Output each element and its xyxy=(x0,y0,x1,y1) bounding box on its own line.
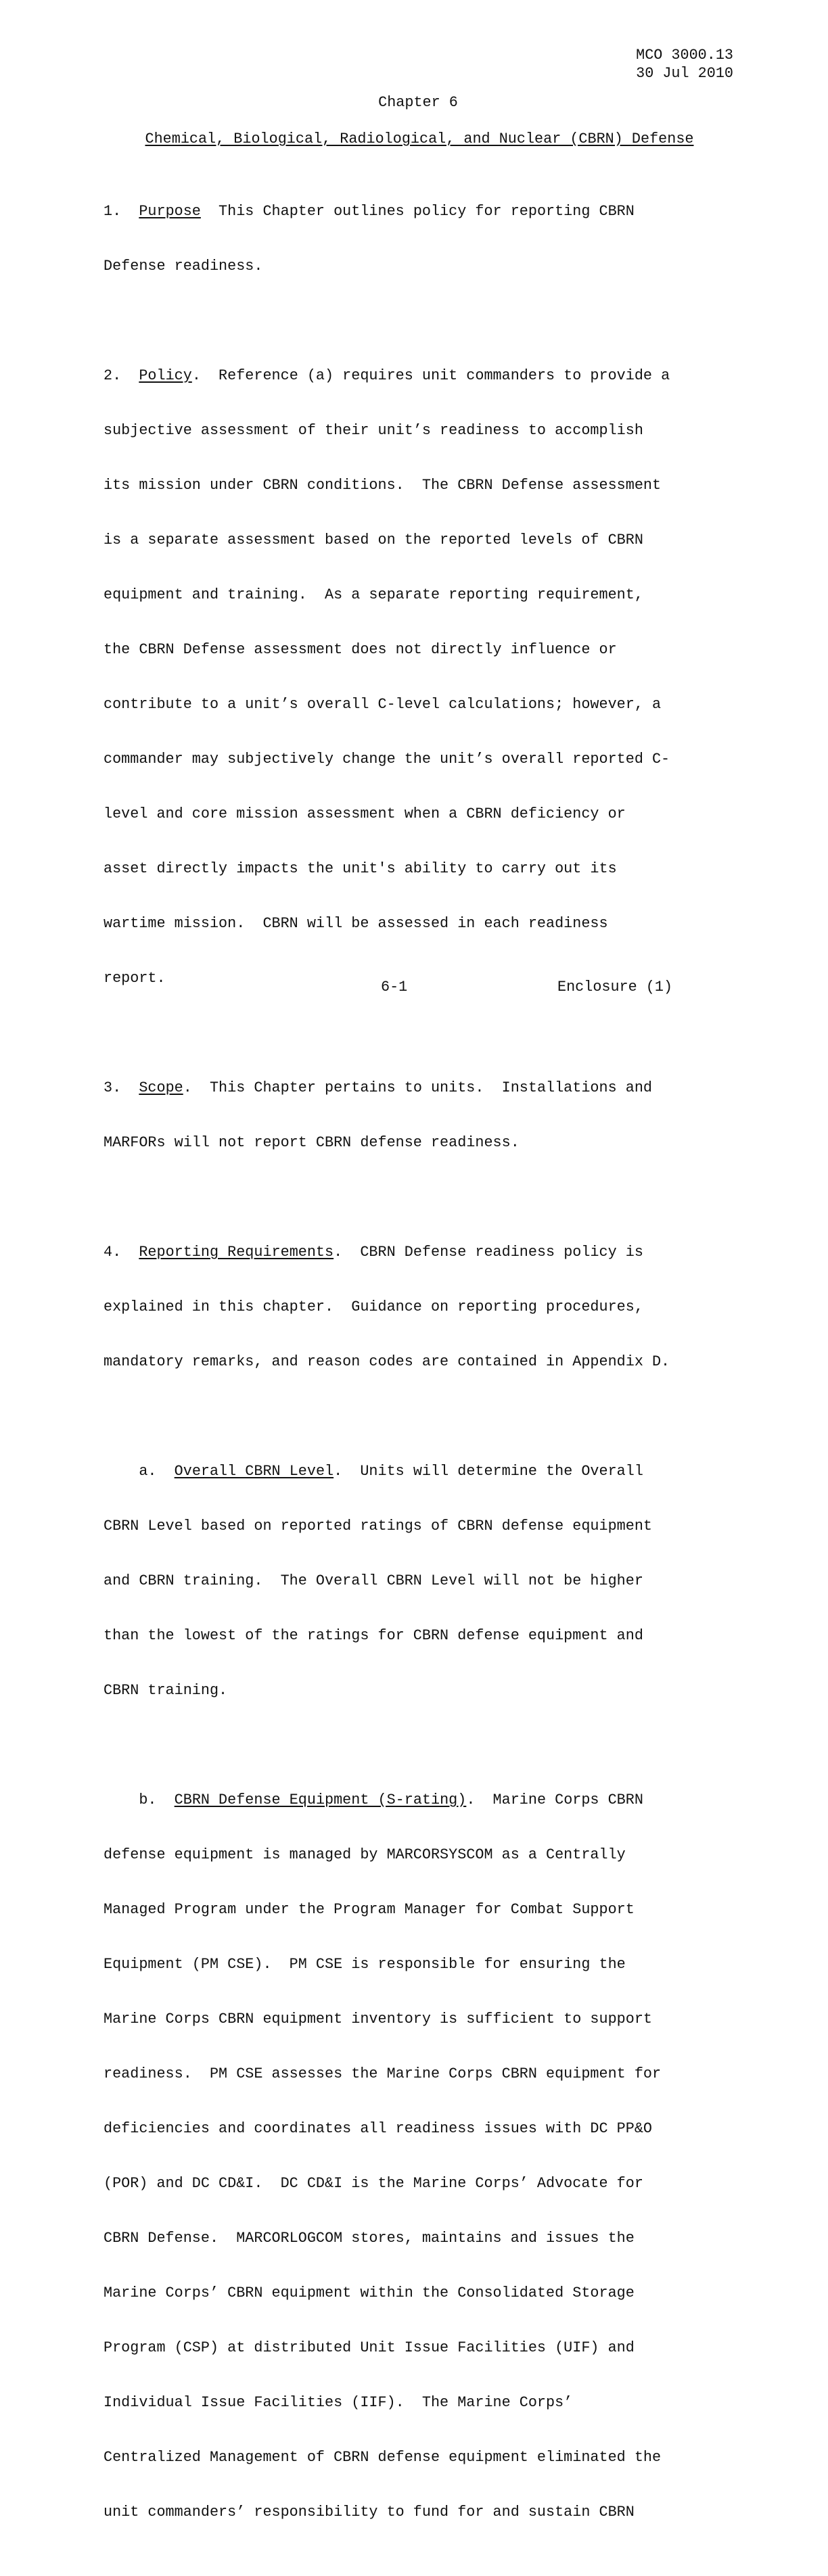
subparagraph-overall-cbrn-level xyxy=(104,1426,739,1736)
paragraph-line: its mission under CBRN conditions. The CBRN Defense assessment xyxy=(104,477,662,494)
paragraph-line: readiness. PM CSE assesses the Marine Corps CBRN equipment for xyxy=(104,2065,662,2082)
paragraph-line: level and core mission assessment when a CBRN deficiency or xyxy=(104,805,626,822)
paragraph-line: CBRN training. xyxy=(104,1682,228,1699)
paragraph-line: Marine Corps CBRN equipment inventory is sufficient to support xyxy=(104,2011,652,2028)
paragraph-line: Managed Program under the Program Manager for Combat Support xyxy=(104,1901,635,1918)
chapter-title xyxy=(0,130,828,148)
document-body xyxy=(104,166,739,2576)
paragraph-line: subjective assessment of their unit’s readiness to accomplish xyxy=(104,422,643,439)
order-date: 30 Jul 2010 xyxy=(636,65,733,82)
paragraph-line: Program (CSP) at distributed Unit Issue Facilities (UIF) and xyxy=(104,2339,635,2356)
paragraph-line: CBRN Defense. MARCORLOGCOM stores, maintains and issues the xyxy=(104,2230,635,2247)
paragraph-scope xyxy=(104,1042,739,1188)
paragraph-heading: Scope xyxy=(139,1079,183,1096)
paragraph-line: Centralized Management of CBRN defense equipment eliminated the xyxy=(104,2449,662,2466)
paragraph-number: b. xyxy=(104,1792,175,1808)
paragraph-line: Defense readiness. xyxy=(104,258,263,275)
chapter-heading: Chapter 6 xyxy=(378,94,458,111)
order-number: MCO 3000.13 xyxy=(636,47,733,64)
paragraph-line: This Chapter outlines policy for reporting CBRN xyxy=(200,203,635,220)
paragraph-heading: Overall CBRN Level xyxy=(174,1463,334,1480)
paragraph-line: than the lowest of the ratings for CBRN defense equipment and xyxy=(104,1627,643,1644)
paragraph-line: . Units will determine the Overall xyxy=(334,1463,643,1480)
paragraph-line: explained in this chapter. Guidance on reporting procedures, xyxy=(104,1298,643,1315)
paragraph-line: report. xyxy=(104,970,166,987)
paragraph-line: (POR) and DC CD&I. DC CD&I is the Marine Corps’ Advocate for xyxy=(104,2175,643,2192)
paragraph-line: Individual Issue Facilities (IIF). The Marine Corps’ xyxy=(104,2394,573,2411)
paragraph-line: . CBRN Defense readiness policy is xyxy=(334,1244,643,1261)
paragraph-line: deficiencies and coordinates all readiness issues with DC PP&O xyxy=(104,2120,652,2137)
paragraph-line: commander may subjectively change the unit’s overall reported C- xyxy=(104,751,670,768)
paragraph-line: contribute to a unit’s overall C-level calculations; however, a xyxy=(104,696,662,713)
page-number: 6-1 xyxy=(381,979,408,996)
paragraph-heading: CBRN Defense Equipment (S-rating) xyxy=(174,1792,467,1808)
paragraph-reporting-requirements xyxy=(104,1207,739,1407)
document-header xyxy=(636,46,733,83)
paragraph-number: 3. xyxy=(104,1079,139,1096)
paragraph-line: is a separate assessment based on the reported levels of CBRN xyxy=(104,532,643,548)
paragraph-number: 4. xyxy=(104,1244,139,1261)
paragraph-line: . This Chapter pertains to units. Installations and xyxy=(183,1079,652,1096)
paragraph-line: defense equipment is managed by MARCORSYSCOM as a Centrally xyxy=(104,1846,626,1863)
subparagraph-cbrn-defense-equipment xyxy=(104,1754,739,2558)
paragraph-line: mandatory remarks, and reason codes are contained in Appendix D. xyxy=(104,1353,670,1370)
paragraph-line: Equipment (PM CSE). PM CSE is responsible for ensuring the xyxy=(104,1956,626,1973)
paragraph-line: equipment and training. As a separate reporting requirement, xyxy=(104,586,643,603)
paragraph-line: asset directly impacts the unit's ability to carry out its xyxy=(104,860,617,877)
enclosure-label: Enclosure (1) xyxy=(557,979,673,996)
paragraph-line: the CBRN Defense assessment does not directly influence or xyxy=(104,641,617,658)
paragraph-purpose xyxy=(104,166,739,312)
paragraph-heading: Reporting Requirements xyxy=(139,1244,334,1261)
paragraph-number: a. xyxy=(104,1463,175,1480)
paragraph-line: and CBRN training. The Overall CBRN Level will not be higher xyxy=(104,1572,643,1589)
chapter-title-text: Chemical, Biological, Radiological, and Nuclear (CBRN) Defense xyxy=(145,131,694,147)
paragraph-number: 2. xyxy=(104,367,139,384)
paragraph-heading: Policy xyxy=(139,367,192,384)
paragraph-policy xyxy=(104,330,739,1024)
paragraph-line: Marine Corps’ CBRN equipment within the Consolidated Storage xyxy=(104,2285,635,2301)
paragraph-line: MARFORs will not report CBRN defense readiness. xyxy=(104,1134,520,1151)
paragraph-line: . Reference (a) requires unit commanders to provide a xyxy=(191,367,670,384)
paragraph-line: . Marine Corps CBRN xyxy=(466,1792,643,1808)
paragraph-number: 1. xyxy=(104,203,139,220)
paragraph-line: CBRN Level based on reported ratings of CBRN defense equipment xyxy=(104,1518,652,1535)
paragraph-line: unit commanders’ responsibility to fund for and sustain CBRN xyxy=(104,2504,635,2521)
paragraph-heading: Purpose xyxy=(139,203,201,220)
paragraph-line: wartime mission. CBRN will be assessed in each readiness xyxy=(104,915,608,932)
